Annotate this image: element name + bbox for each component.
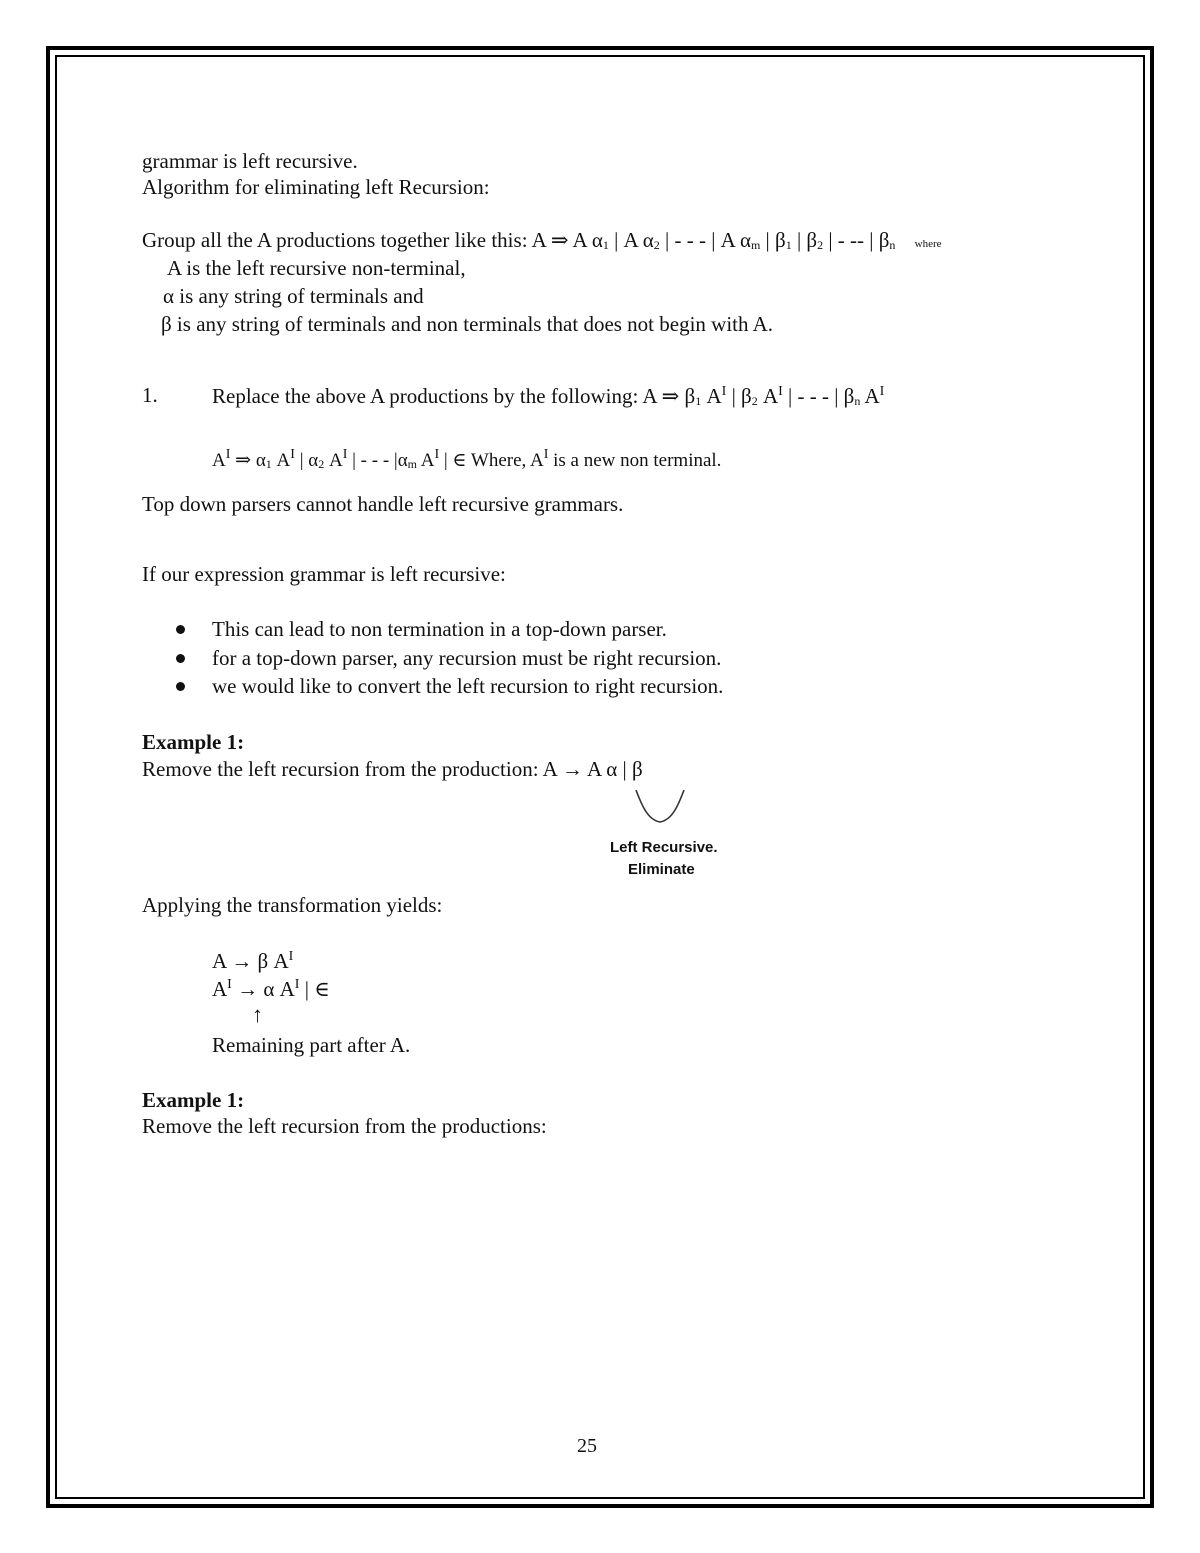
if-expression-grammar: If our expression grammar is left recursive: [142, 562, 506, 586]
underbrace-curve [630, 786, 690, 828]
applying-transformation: Applying the transformation yields: [142, 893, 443, 917]
page-number: 25 [577, 1435, 597, 1457]
definition-beta: β is any string of terminals and non terminals that does not begin with A. [161, 312, 774, 336]
definition-a: A is the left recursive non-terminal, [167, 256, 466, 280]
up-arrow: ↑ [252, 1002, 263, 1027]
bullet-dot [176, 654, 185, 663]
a-prime-productions-line: $A^I$ ⇒ $\alpha_1$ $A^I$ | $\alpha_2$ $A^I$ | - - - $|\alpha_m$ $A^I$ | ∈ Where, $A^I$ is a new non terminal. [212, 447, 722, 471]
example-1-title: Example 1: [142, 730, 245, 754]
line-grammar-left-recursive: grammar is left recursive. [142, 149, 358, 173]
top-down-statement: Top down parsers cannot handle left recursive grammars. [142, 492, 624, 516]
bullet-dot [176, 625, 185, 634]
example-2-title: Example 1: [142, 1088, 245, 1112]
algorithm-heading: Algorithm for eliminating left Recursion: [142, 175, 490, 199]
group-productions-line: Group all the A productions together like this: A ⇒ A $\alpha_1$ | A $\alpha_2$ | - - - | A $\alpha_m$ | $\beta_1$ | $\beta_2$ | - -- | $\beta_n$ where [142, 228, 942, 252]
result-production-1: A → β $A^I$ [212, 949, 294, 973]
definition-alpha: α is any string of terminals and [163, 284, 424, 308]
remaining-part-note: Remaining part after A. [212, 1033, 411, 1057]
bullet-convert: we would like to convert the left recursion to right recursion. [212, 674, 724, 698]
where-small-text: where [914, 238, 942, 250]
step-number: 1. [142, 383, 158, 407]
replace-productions-line: Replace the above A productions by the following: A ⇒ $\beta_1$ $A^I$ | $\beta_2$ $A^I$ | - - - | $\beta_n$ $A^I$ [212, 384, 885, 408]
bullet-right-recursion: for a top-down parser, any recursion must be right recursion. [212, 646, 722, 670]
annotation-left-recursive: Left Recursive. [610, 839, 718, 856]
example-1-text: Remove the left recursion from the production: A → A α | β [142, 757, 643, 781]
bullet-non-termination: This can lead to non termination in a top-down parser. [212, 617, 667, 641]
example-2-text: Remove the left recursion from the productions: [142, 1114, 547, 1138]
bullet-dot [176, 682, 185, 691]
annotation-eliminate: Eliminate [628, 861, 695, 878]
result-production-2: $A^I \to \alpha$ $A^I$ | ∈ [212, 977, 330, 1001]
